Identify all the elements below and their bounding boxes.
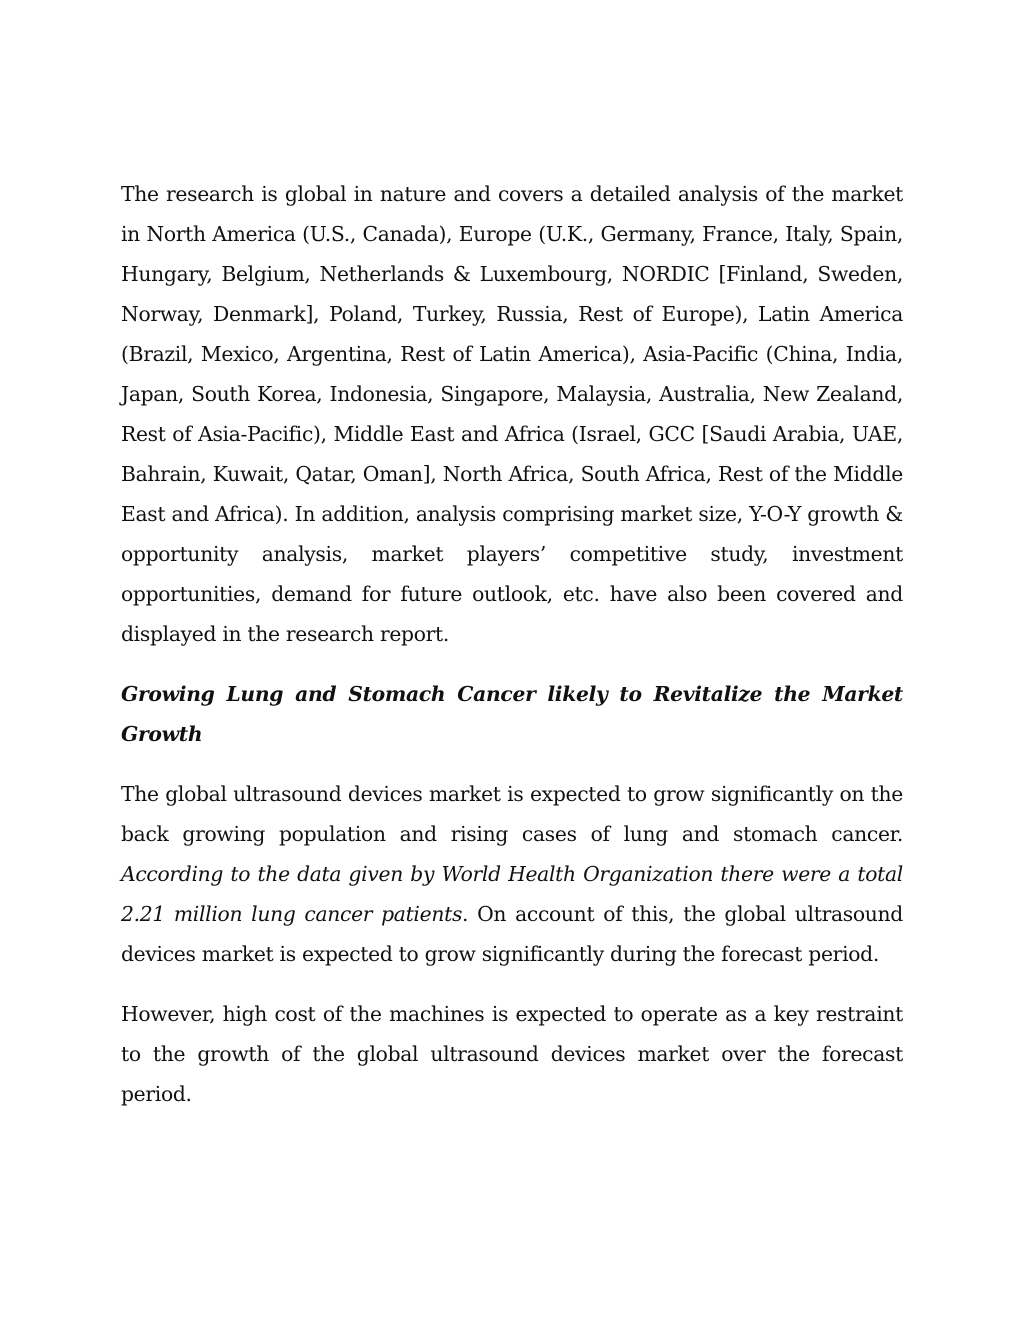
paragraph-regional-coverage: The research is global in nature and covers a detailed analysis of the market in North America (U.S., Canada), Europe (U.K., Germany, France, Italy, Spain, Hungary, Belgium, Netherlands & Luxembourg, NORDIC [Finland, Sweden, Norway, Denmark], Poland, Turkey, Russia, Rest of Europe), Latin America (Brazil, Mexico, Argentina, Rest of Latin America), Asia-Pacific (China, India, Japan, South Korea, Indonesia, Singapore, Malaysia, Australia, New Zealand, Rest of Asia-Pacific), Middle East and Africa (Israel, GCC [Saudi Arabia, UAE, Bahrain, Kuwait, Qatar, Oman], North Africa, South Africa, Rest of the Middle East and Africa). In addition, analysis comprising market size, Y-O-Y growth & opportunity analysis, market players’ competitive study, investment opportunities, demand for future outlook, etc. have also been covered and displayed in the research report. xyxy=(121,182,903,646)
document-page xyxy=(121,174,903,1134)
paragraph-restraint: However, high cost of the machines is expected to operate as a key restraint to the growth of the global ultrasound devices market over the forecast period. xyxy=(121,1002,903,1106)
paragraph-market-growth-text-start: The global ultrasound devices market is expected to grow significantly on the back growing population and rising cases of lung and stomach cancer. xyxy=(121,782,903,846)
section-heading: Growing Lung and Stomach Cancer likely to Revitalize the Market Growth xyxy=(121,682,903,746)
paragraph-market-growth xyxy=(121,774,903,974)
who-statistic-citation: According to the data given by World Health Organization there were a total 2.21 million lung cancer patients xyxy=(121,862,903,926)
paragraph-market-growth-text-end: . On account of this, the global ultrasound devices market is expected to grow significantly during the forecast period. xyxy=(121,902,903,966)
